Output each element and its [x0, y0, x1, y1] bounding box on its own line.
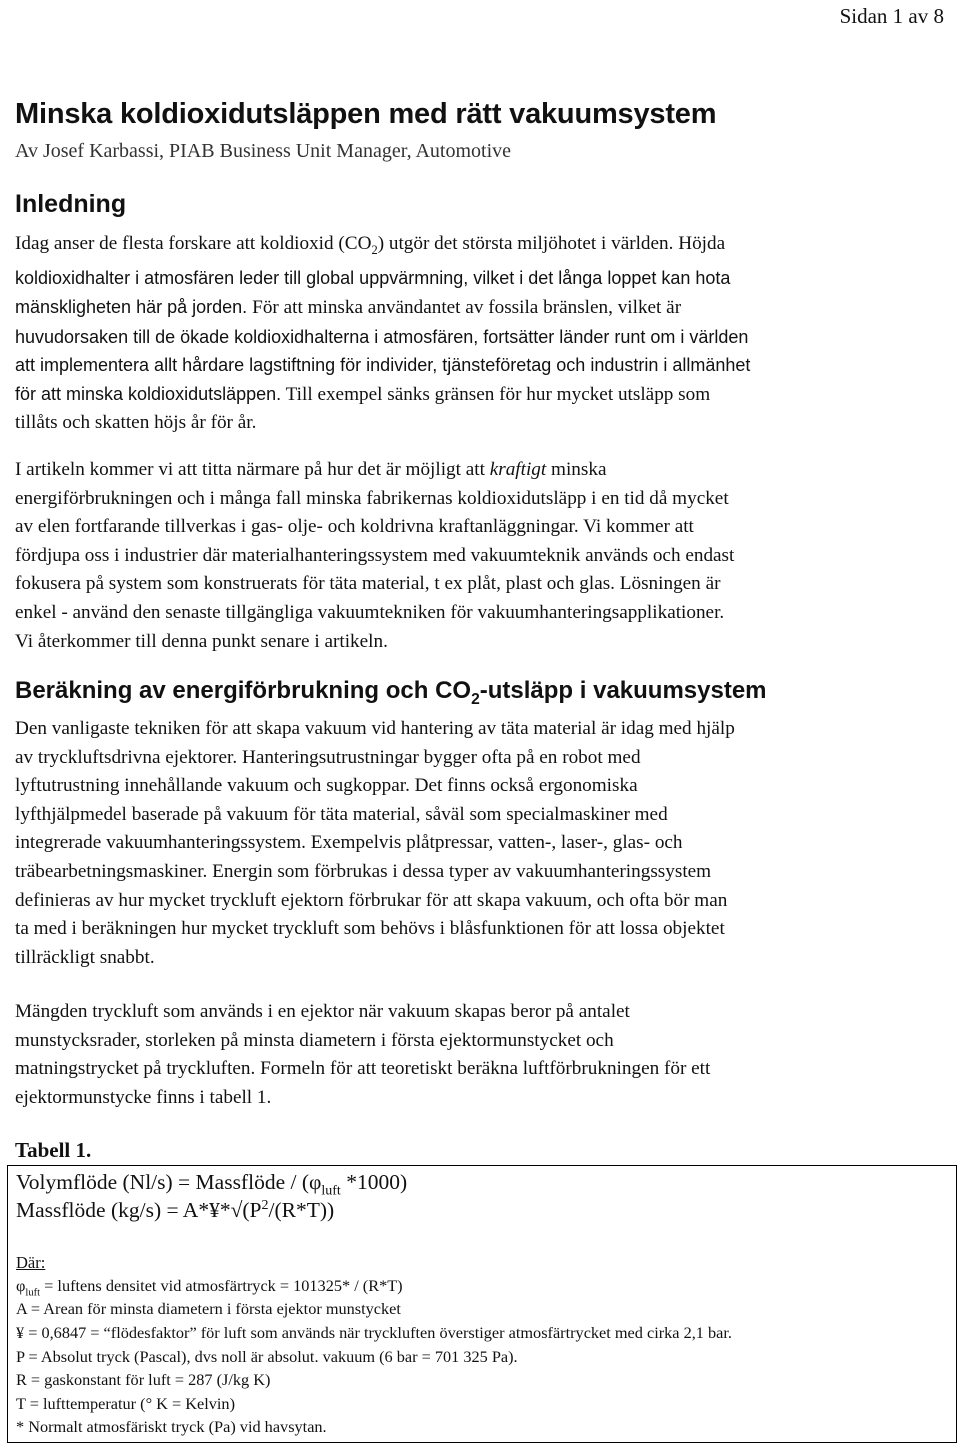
text-line: Vi återkommer till denna punkt senare i artikeln. [15, 630, 388, 652]
formula-mass-flow: Massflöde $(kg/s) = A*¥*√(P^2/(R*T))$ [16, 1198, 335, 1223]
text-line: lyftutrustning innehållande vakuum och sugkoppar. Det finns också ergonomiska [15, 775, 638, 797]
text-line: träbearbetningsmaskiner. Energin som förbrukas i dessa typer av vakuumhanteringssystem [15, 860, 712, 882]
definition-t: T = lufttemperatur (° K = Kelvin) [16, 1394, 235, 1413]
definition-p: P = Absolut tryck (Pascal), dvs noll är absolut. vakuum (6 bar = 701 325 Pa). [16, 1347, 518, 1366]
byline: Av Josef Karbassi, PIAB Business Unit Manager, Automotive [15, 140, 512, 162]
page-number: Sidan 1 av 8 [839, 4, 944, 28]
text-line: Den vanligaste tekniken för att skapa vakuum vid hantering av täta material är idag med hjälp [15, 718, 735, 739]
definition-a: A = Arean för minsta diametern i första ejektor munstycket [16, 1299, 401, 1318]
definition-phi: $\varphi_{luft}$ = luftens densitet vid atmosfärtryck = 101325* / (R*T) [16, 1276, 403, 1299]
text-line: munstycksrader, storleken på minsta diametern i första ejektormunstycket och [15, 1029, 614, 1051]
table-title: Tabell 1. [15, 1138, 92, 1162]
text-line: matningstrycket på tryckluften. Formeln för att teoretiskt beräkna luftförbrukningen för ett [15, 1058, 711, 1080]
definition-r: R = gaskonstant för luft = 287 (J/kg K) [16, 1370, 271, 1389]
text-line: definieras av hur mycket tryckluft ejektorn förbrukar för att skapa vakuum, och ofta bör man [15, 889, 728, 911]
definition-yen: ¥ = 0,6847 = “flödesfaktor” för luft som används när tryckluften överstiger atmosfärtrycket med cirka 2,1 bar. [16, 1323, 732, 1342]
text-line: av elen fortfarande tillverkas i gas- olje- och koldrivna kraftanläggningar. Vi kommer att [15, 516, 694, 538]
text-line: att implementera allt hårdare lagstiftning för individer, tjänsteföretag och industrin i allmänhet [15, 355, 751, 376]
section-heading-intro: Inledning [15, 190, 127, 218]
calc-paragraph-2 [15, 998, 949, 1112]
text-line: Idag anser de flesta forskare att koldioxid $(CO_2)$ utgör det största miljöhotet i världen. Höjda [15, 233, 726, 257]
section-heading-calculation: Beräkning av energiförbrukning och $CO_2$-utsläpp i vakuumsystem [15, 677, 767, 708]
intro-paragraph-1 [15, 230, 949, 438]
text-line: koldioxidhalter i atmosfären leder till global uppvärmning, vilket i det långa loppet kan hota [15, 268, 731, 289]
calc-paragraph-1 [15, 715, 949, 972]
formula-volume-flow: Volymflöde (Nl/s) = Massflöde / ($\varphi_{luft}$ *1000) [16, 1170, 408, 1199]
text-line: tillåts och skatten höjs år för år. [15, 412, 257, 434]
emphasis: kraftigt [489, 459, 547, 480]
article-title: Minska koldioxidutsläppen med rätt vakuumsystem [15, 98, 717, 130]
where-label: Där: [16, 1253, 46, 1272]
text-line: lyfthjälpmedel baserade på vakuum för täta material, såväl som specialmaskiner med [15, 803, 668, 825]
text-line: energiförbrukningen och i många fall minska fabrikernas koldioxidutsläpp i en tid då mycket [15, 487, 729, 509]
text-line: Mängden tryckluft som används i en ejektor när vakuum skapas beror på antalet [15, 1001, 630, 1022]
intro-paragraph-2 [15, 456, 949, 656]
text-line: I artikeln kommer vi att titta närmare på hur det är möjligt att kraftigt minska [15, 459, 607, 480]
text-line: fördjupa oss i industrier där materialhanteringssystem med vakuumteknik används och endast [15, 544, 735, 566]
text-line: för att minska koldioxidutsläppen. Till exempel sänks gränsen för hur mycket utsläpp som [15, 383, 711, 405]
definition-note: * Normalt atmosfäriskt tryck (Pa) vid havsytan. [16, 1417, 327, 1436]
text-line: av tryckluftsdrivna ejektorer. Hanteringsutrustningar bygger ofta på en robot med [15, 746, 641, 768]
text-line: tillräckligt snabbt. [15, 946, 155, 968]
text-line: mänskligheten här på jorden. För att minska användantet av fossila bränslen, vilket är [15, 297, 682, 319]
text-line: ta med i beräkningen hur mycket tryckluft som behövs i blåsfunktionen för att lossa objektet [15, 918, 725, 940]
text-line: enkel - använd den senaste tillgängliga vakuumtekniken för vakuumhanteringsapplikationer. [15, 601, 725, 623]
text-line: integrerade vakuumhanteringssystem. Exempelvis plåtpressar, vatten-, laser-, glas- och [15, 832, 683, 854]
text-line: fokusera på system som konstruerats för täta material, t ex plåt, plast och glas. Lösningen är [15, 573, 721, 595]
square-root-icon: √ [230, 1198, 243, 1223]
text-line: huvudorsaken till de ökade koldioxidhalterna i atmosfären, fortsätter länder runt om i världen [15, 326, 749, 347]
text-line: ejektormunstycke finns i tabell 1. [15, 1086, 272, 1108]
